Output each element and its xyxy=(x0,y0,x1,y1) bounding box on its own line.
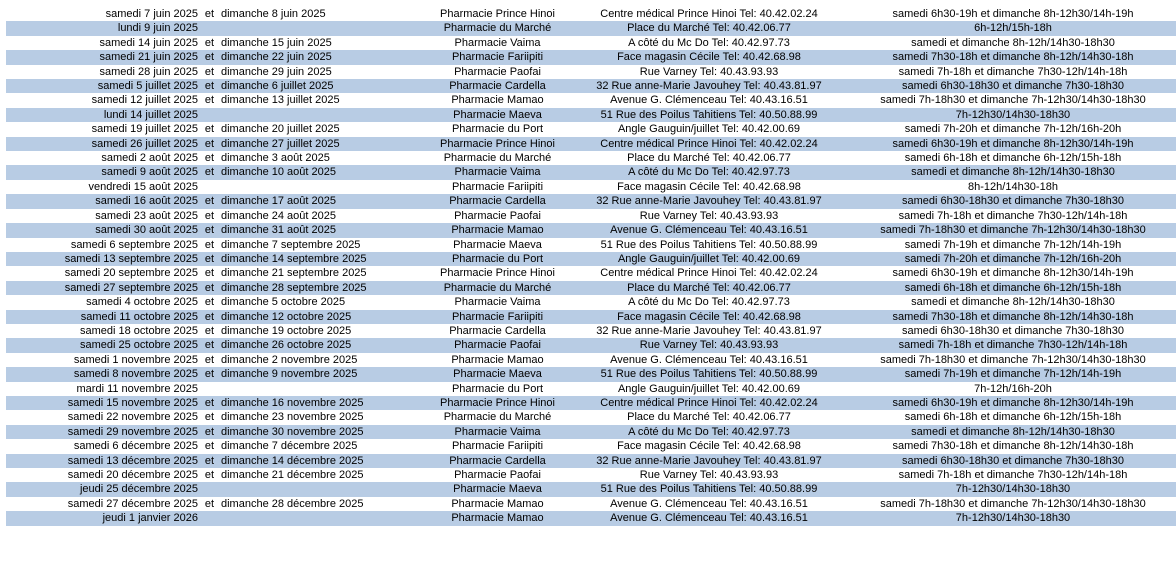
pharmacy-address-phone: A côté du Mc Do Tel: 40.42.97.73 xyxy=(572,165,846,179)
table-row xyxy=(6,151,1176,165)
duty-date-start: samedi 12 juillet 2025 xyxy=(91,94,198,107)
pharmacy-name: Pharmacie Maeva xyxy=(423,108,572,122)
duty-date-end xyxy=(219,180,423,194)
date-separator: et xyxy=(204,238,215,251)
opening-hours: samedi 6h30-19h et dimanche 8h-12h30/14h-19h xyxy=(892,267,1134,280)
table-row xyxy=(6,65,1176,79)
duty-date-start: samedi 8 novembre 2025 xyxy=(6,367,200,381)
duty-date-end: dimanche 10 août 2025 xyxy=(219,165,423,179)
pharmacy-name: Pharmacie du Marché xyxy=(423,21,572,35)
table-row xyxy=(6,165,1176,179)
opening-hours: samedi 6h-18h et dimanche 6h-12h/15h-18h xyxy=(904,411,1122,424)
date-separator: et xyxy=(204,94,215,107)
date-separator: et xyxy=(200,137,219,151)
table-row xyxy=(6,324,1176,338)
opening-hours: samedi 6h30-18h30 et dimanche 7h30-18h30 xyxy=(846,194,1176,208)
opening-hours: 8h-12h/14h30-18h xyxy=(968,180,1058,193)
date-separator: et xyxy=(204,469,215,481)
duty-date-start: samedi 13 décembre 2025 xyxy=(6,454,200,468)
duty-date-start: samedi 20 septembre 2025 xyxy=(64,267,198,280)
duty-date-end: dimanche 13 juillet 2025 xyxy=(221,94,340,107)
pharmacy-name: Pharmacie Vaima xyxy=(423,165,572,179)
duty-date-end: dimanche 26 octobre 2025 xyxy=(219,338,423,352)
date-separator: et xyxy=(204,440,215,453)
pharmacy-address-phone: Avenue G. Clémenceau Tel: 40.43.16.51 xyxy=(610,94,808,107)
date-separator: et xyxy=(200,338,219,352)
pharmacy-address-phone: Angle Gauguin/juillet Tel: 40.42.00.69 xyxy=(617,382,801,395)
pharmacy-address-phone: Avenue G. Clémenceau Tel: 40.43.16.51 xyxy=(610,353,808,366)
table-row xyxy=(6,137,1176,151)
table-row xyxy=(6,497,1176,511)
date-separator: et xyxy=(204,65,215,78)
pharmacy-address-phone: A côté du Mc Do Tel: 40.42.97.73 xyxy=(628,36,790,49)
duty-date-start: samedi 23 août 2025 xyxy=(95,209,198,222)
pharmacy-address-phone: Face magasin Cécile Tel: 40.42.68.98 xyxy=(572,50,846,64)
pharmacy-name: Pharmacie Paofai xyxy=(454,209,541,222)
duty-date-start: samedi 4 octobre 2025 xyxy=(86,296,198,309)
table-row xyxy=(6,353,1176,367)
pharmacy-address-phone: Face magasin Cécile Tel: 40.42.68.98 xyxy=(617,180,801,193)
duty-date-start: vendredi 15 août 2025 xyxy=(88,180,198,193)
date-separator: et xyxy=(200,367,219,381)
duty-date-start: samedi 19 juillet 2025 xyxy=(91,123,198,136)
table-row xyxy=(6,396,1176,410)
duty-date-end xyxy=(219,482,423,496)
duty-date-start: samedi 28 juin 2025 xyxy=(99,65,198,78)
opening-hours: samedi 6h30-19h et dimanche 8h-12h30/14h-19h xyxy=(892,8,1134,20)
pharmacy-name: Pharmacie du Port xyxy=(423,252,572,266)
table-row xyxy=(6,93,1176,107)
date-separator: et xyxy=(204,123,215,136)
pharmacy-address-phone: Angle Gauguin/juillet Tel: 40.42.00.69 xyxy=(617,123,801,136)
pharmacy-address-phone: 32 Rue anne-Marie Javouhey Tel: 40.43.81.97 xyxy=(572,79,846,93)
opening-hours: samedi 6h30-19h et dimanche 8h-12h30/14h-19h xyxy=(846,137,1176,151)
date-separator: et xyxy=(200,425,219,439)
table-row xyxy=(6,252,1176,266)
duty-date-end: dimanche 21 septembre 2025 xyxy=(221,267,367,280)
pharmacy-name: Pharmacie Prince Hinoi xyxy=(440,8,555,20)
duty-date-start: lundi 9 juin 2025 xyxy=(6,21,200,35)
date-separator: et xyxy=(204,411,215,424)
opening-hours: 6h-12h/15h-18h xyxy=(846,21,1176,35)
pharmacy-name: Pharmacie Vaima xyxy=(454,36,541,49)
duty-date-start: samedi 9 août 2025 xyxy=(6,165,200,179)
duty-date-start: samedi 13 septembre 2025 xyxy=(6,252,200,266)
opening-hours: samedi 7h-19h et dimanche 7h-12h/14h-19h xyxy=(904,238,1122,251)
date-separator: et xyxy=(204,152,215,165)
duty-date-start: jeudi 1 janvier 2026 xyxy=(6,511,200,525)
date-separator: et xyxy=(200,281,219,295)
pharmacy-name: Pharmacie du Port xyxy=(451,382,544,395)
pharmacy-address-phone: 51 Rue des Poilus Tahitiens Tel: 40.50.88.99 xyxy=(572,367,846,381)
date-separator: et xyxy=(204,296,215,309)
opening-hours: samedi 6h-18h et dimanche 6h-12h/15h-18h xyxy=(846,281,1176,295)
duty-date-start: mardi 11 novembre 2025 xyxy=(76,382,198,395)
duty-date-start: samedi 6 septembre 2025 xyxy=(70,238,198,251)
pharmacy-address-phone: Face magasin Cécile Tel: 40.42.68.98 xyxy=(617,440,801,453)
duty-date-end: dimanche 7 décembre 2025 xyxy=(221,440,358,453)
duty-date-end: dimanche 19 octobre 2025 xyxy=(221,324,352,337)
duty-date-start: samedi 22 novembre 2025 xyxy=(67,411,198,424)
table-row xyxy=(6,209,1176,223)
date-separator xyxy=(200,511,219,525)
pharmacy-address-phone: Centre médical Prince Hinoi Tel: 40.42.02.24 xyxy=(600,267,818,280)
table-row xyxy=(6,194,1176,208)
date-separator: et xyxy=(204,324,215,337)
pharmacy-address-phone: 51 Rue des Poilus Tahitiens Tel: 40.50.88.99 xyxy=(600,238,818,251)
pharmacy-address-phone: Place du Marché Tel: 40.42.06.77 xyxy=(572,21,846,35)
pharmacy-address-phone: A côté du Mc Do Tel: 40.42.97.73 xyxy=(628,296,790,309)
duty-date-start: jeudi 25 décembre 2025 xyxy=(6,482,200,496)
duty-date-end: dimanche 28 septembre 2025 xyxy=(219,281,423,295)
table-row xyxy=(6,180,1176,194)
date-separator: et xyxy=(204,8,215,20)
duty-date-start: samedi 11 octobre 2025 xyxy=(6,310,200,324)
opening-hours: samedi 7h-18h et dimanche 7h30-12h/14h-18h xyxy=(898,469,1128,481)
pharmacy-name: Pharmacie Prince Hinoi xyxy=(423,396,572,410)
duty-date-end: dimanche 7 septembre 2025 xyxy=(221,238,361,251)
opening-hours: samedi 6h-18h et dimanche 6h-12h/15h-18h xyxy=(904,152,1122,165)
date-separator: et xyxy=(204,497,215,510)
date-separator xyxy=(200,482,219,496)
table-row xyxy=(6,21,1176,35)
table-row xyxy=(6,410,1176,424)
opening-hours: samedi 6h30-18h30 et dimanche 7h30-18h30 xyxy=(846,454,1176,468)
duty-date-end: dimanche 23 novembre 2025 xyxy=(221,411,364,424)
table-row xyxy=(6,281,1176,295)
duty-date-end xyxy=(219,511,423,525)
date-separator xyxy=(200,108,219,122)
duty-date-end: dimanche 27 juillet 2025 xyxy=(219,137,423,151)
opening-hours: samedi 7h30-18h et dimanche 8h-12h/14h30-18h xyxy=(846,50,1176,64)
opening-hours: samedi 7h-20h et dimanche 7h-12h/16h-20h xyxy=(846,252,1176,266)
duty-date-end: dimanche 6 juillet 2025 xyxy=(219,79,423,93)
duty-date-start: samedi 26 juillet 2025 xyxy=(6,137,200,151)
pharmacy-name: Pharmacie Mamao xyxy=(451,497,544,510)
pharmacy-name: Pharmacie Maeva xyxy=(423,367,572,381)
duty-date-end: dimanche 15 juin 2025 xyxy=(221,36,332,49)
opening-hours: 7h-12h/16h-20h xyxy=(974,382,1052,395)
pharmacy-name: Pharmacie Cardella xyxy=(449,324,546,337)
pharmacy-address-phone: 51 Rue des Poilus Tahitiens Tel: 40.50.88.99 xyxy=(572,108,846,122)
pharmacy-address-phone: Face magasin Cécile Tel: 40.42.68.98 xyxy=(572,310,846,324)
date-separator: et xyxy=(200,50,219,64)
table-row xyxy=(6,238,1176,252)
duty-date-start: samedi 25 octobre 2025 xyxy=(6,338,200,352)
table-row xyxy=(6,310,1176,324)
duty-date-end: dimanche 14 septembre 2025 xyxy=(219,252,423,266)
opening-hours: samedi 7h30-18h et dimanche 8h-12h/14h30-18h xyxy=(892,440,1134,453)
pharmacy-name: Pharmacie Mamao xyxy=(423,511,572,525)
table-row xyxy=(6,36,1176,50)
opening-hours: samedi 7h-18h30 et dimanche 7h-12h30/14h30-18h30 xyxy=(846,223,1176,237)
duty-date-start: samedi 27 décembre 2025 xyxy=(67,497,198,510)
opening-hours: samedi 7h-18h30 et dimanche 7h-12h30/14h30-18h30 xyxy=(880,94,1146,107)
pharmacy-name: Pharmacie du Marché xyxy=(443,152,552,165)
pharmacy-name: Pharmacie Vaima xyxy=(454,296,541,309)
opening-hours: samedi 7h-18h30 et dimanche 7h-12h30/14h30-18h30 xyxy=(880,497,1146,510)
table-row xyxy=(6,439,1176,453)
date-separator: et xyxy=(200,454,219,468)
opening-hours: samedi et dimanche 8h-12h/14h30-18h30 xyxy=(911,296,1115,309)
duty-date-end: dimanche 17 août 2025 xyxy=(219,194,423,208)
opening-hours: 7h-12h30/14h30-18h30 xyxy=(846,482,1176,496)
table-row xyxy=(6,468,1176,482)
table-row xyxy=(6,511,1176,525)
duty-date-start: samedi 6 décembre 2025 xyxy=(73,440,198,453)
duty-date-start: samedi 29 novembre 2025 xyxy=(6,425,200,439)
duty-date-start: samedi 2 août 2025 xyxy=(101,152,198,165)
pharmacy-address-phone: Avenue G. Clémenceau Tel: 40.43.16.51 xyxy=(572,511,846,525)
pharmacy-address-phone: Rue Varney Tel: 40.43.93.93 xyxy=(639,469,779,481)
schedule-table-body xyxy=(6,7,1176,526)
pharmacy-name: Pharmacie Mamao xyxy=(423,223,572,237)
duty-date-end: dimanche 20 juillet 2025 xyxy=(221,123,340,136)
opening-hours: samedi 7h-19h et dimanche 7h-12h/14h-19h xyxy=(846,367,1176,381)
duty-date-start: samedi 30 août 2025 xyxy=(6,223,200,237)
opening-hours: samedi 7h30-18h et dimanche 8h-12h/14h30-18h xyxy=(846,310,1176,324)
duty-date-start: samedi 5 juillet 2025 xyxy=(6,79,200,93)
table-row xyxy=(6,7,1176,21)
opening-hours: samedi et dimanche 8h-12h/14h30-18h30 xyxy=(846,165,1176,179)
duty-date-end: dimanche 24 août 2025 xyxy=(221,209,336,222)
duty-date-end: dimanche 31 août 2025 xyxy=(219,223,423,237)
opening-hours: samedi et dimanche 8h-12h/14h30-18h30 xyxy=(911,36,1115,49)
table-row xyxy=(6,482,1176,496)
table-row xyxy=(6,108,1176,122)
duty-date-end: dimanche 5 octobre 2025 xyxy=(221,296,346,309)
opening-hours: samedi 6h30-18h30 et dimanche 7h30-18h30 xyxy=(846,79,1176,93)
pharmacy-name: Pharmacie du Port xyxy=(451,123,544,136)
table-row xyxy=(6,79,1176,93)
date-separator: et xyxy=(200,165,219,179)
duty-date-start: samedi 1 novembre 2025 xyxy=(73,353,198,366)
pharmacy-name: Pharmacie Prince Hinoi xyxy=(440,267,555,280)
pharmacy-name: Pharmacie Fariipiti xyxy=(423,310,572,324)
pharmacy-name: Pharmacie Cardella xyxy=(423,194,572,208)
pharmacy-address-phone: Rue Varney Tel: 40.43.93.93 xyxy=(572,338,846,352)
duty-date-end: dimanche 9 novembre 2025 xyxy=(219,367,423,381)
duty-date-end: dimanche 16 novembre 2025 xyxy=(219,396,423,410)
duty-date-end: dimanche 28 décembre 2025 xyxy=(221,497,364,510)
table-row xyxy=(6,50,1176,64)
duty-date-end xyxy=(219,108,423,122)
table-row xyxy=(6,367,1176,381)
duty-date-end: dimanche 14 décembre 2025 xyxy=(219,454,423,468)
pharmacy-name: Pharmacie Paofai xyxy=(423,338,572,352)
opening-hours: samedi 7h-18h et dimanche 7h30-12h/14h-18h xyxy=(898,65,1128,78)
pharmacy-name: Pharmacie Maeva xyxy=(423,482,572,496)
opening-hours: 7h-12h30/14h30-18h30 xyxy=(846,108,1176,122)
pharmacy-name: Pharmacie Cardella xyxy=(423,79,572,93)
pharmacy-name: Pharmacie Fariipiti xyxy=(451,440,544,453)
pharmacy-address-phone: 51 Rue des Poilus Tahitiens Tel: 40.50.88.99 xyxy=(572,482,846,496)
date-separator: et xyxy=(200,223,219,237)
opening-hours: samedi 7h-18h30 et dimanche 7h-12h30/14h30-18h30 xyxy=(880,353,1146,366)
pharmacy-name: Pharmacie Fariipiti xyxy=(451,180,544,193)
pharmacy-address-phone: Centre médical Prince Hinoi Tel: 40.42.02.24 xyxy=(572,137,846,151)
table-row xyxy=(6,223,1176,237)
date-separator: et xyxy=(204,267,215,280)
pharmacy-name: Pharmacie Mamao xyxy=(451,94,544,107)
pharmacy-address-phone: Angle Gauguin/juillet Tel: 40.42.00.69 xyxy=(572,252,846,266)
opening-hours: samedi 7h-18h et dimanche 7h30-12h/14h-18h xyxy=(898,209,1128,222)
pharmacy-address-phone: Centre médical Prince Hinoi Tel: 40.42.02.24 xyxy=(600,8,818,20)
date-separator: et xyxy=(200,194,219,208)
pharmacy-address-phone: Avenue G. Clémenceau Tel: 40.43.16.51 xyxy=(572,223,846,237)
pharmacy-name: Pharmacie Maeva xyxy=(453,238,542,251)
pharmacy-address-phone: Place du Marché Tel: 40.42.06.77 xyxy=(627,411,791,424)
pharmacy-address-phone: Place du Marché Tel: 40.42.06.77 xyxy=(627,152,791,165)
date-separator xyxy=(200,382,219,396)
duty-date-end: dimanche 3 août 2025 xyxy=(221,152,330,165)
opening-hours: samedi 7h-20h et dimanche 7h-12h/16h-20h xyxy=(904,123,1122,136)
pharmacy-address-phone: A côté du Mc Do Tel: 40.42.97.73 xyxy=(572,425,846,439)
table-row xyxy=(6,295,1176,309)
pharmacy-name: Pharmacie Paofai xyxy=(454,469,541,481)
pharmacy-address-phone: 32 Rue anne-Marie Javouhey Tel: 40.43.81.97 xyxy=(596,324,822,337)
date-separator: et xyxy=(200,79,219,93)
opening-hours: samedi 7h-18h et dimanche 7h30-12h/14h-18h xyxy=(846,338,1176,352)
pharmacy-address-phone: 32 Rue anne-Marie Javouhey Tel: 40.43.81.97 xyxy=(572,454,846,468)
pharmacy-address-phone: Centre médical Prince Hinoi Tel: 40.42.02.24 xyxy=(572,396,846,410)
pharmacy-address-phone: Avenue G. Clémenceau Tel: 40.43.16.51 xyxy=(610,497,808,510)
date-separator xyxy=(200,21,219,35)
date-separator: et xyxy=(200,310,219,324)
duty-date-start: samedi 7 juin 2025 xyxy=(105,8,198,20)
table-row xyxy=(6,382,1176,396)
date-separator: et xyxy=(200,252,219,266)
table-row xyxy=(6,454,1176,468)
pharmacy-name: Pharmacie Paofai xyxy=(454,65,541,78)
date-separator: et xyxy=(204,36,215,49)
date-separator: et xyxy=(204,209,215,222)
duty-date-end: dimanche 29 juin 2025 xyxy=(221,65,332,78)
opening-hours: samedi 6h30-19h et dimanche 8h-12h30/14h-19h xyxy=(846,396,1176,410)
pharmacy-address-phone: Rue Varney Tel: 40.43.93.93 xyxy=(639,65,779,78)
pharmacy-name: Pharmacie Prince Hinoi xyxy=(423,137,572,151)
pharmacy-name: Pharmacie Fariipiti xyxy=(423,50,572,64)
table-row xyxy=(6,338,1176,352)
duty-date-end: dimanche 8 juin 2025 xyxy=(221,8,326,20)
duty-date-end: dimanche 12 octobre 2025 xyxy=(219,310,423,324)
pharmacy-address-phone: Rue Varney Tel: 40.43.93.93 xyxy=(639,209,779,222)
duty-date-start: samedi 16 août 2025 xyxy=(6,194,200,208)
duty-date-end xyxy=(219,382,423,396)
table-row xyxy=(6,266,1176,280)
pharmacy-name: Pharmacie Mamao xyxy=(451,353,544,366)
pharmacy-name: Pharmacie Vaima xyxy=(423,425,572,439)
duty-date-end: dimanche 2 novembre 2025 xyxy=(221,353,358,366)
duty-date-end: dimanche 22 juin 2025 xyxy=(219,50,423,64)
opening-hours: 7h-12h30/14h30-18h30 xyxy=(846,511,1176,525)
duty-date-start: samedi 20 décembre 2025 xyxy=(67,469,198,481)
pharmacy-name: Pharmacie du Marché xyxy=(423,281,572,295)
date-separator xyxy=(200,180,219,194)
duty-date-end: dimanche 30 novembre 2025 xyxy=(219,425,423,439)
date-separator: et xyxy=(200,396,219,410)
date-separator: et xyxy=(204,353,215,366)
duty-date-end: dimanche 21 décembre 2025 xyxy=(221,469,364,481)
table-row xyxy=(6,122,1176,136)
table-row xyxy=(6,425,1176,439)
duty-date-start: samedi 21 juin 2025 xyxy=(6,50,200,64)
duty-date-start: samedi 14 juin 2025 xyxy=(99,36,198,49)
pharmacy-name: Pharmacie Cardella xyxy=(423,454,572,468)
opening-hours: samedi 6h30-18h30 et dimanche 7h30-18h30 xyxy=(902,324,1124,337)
duty-date-start: samedi 15 novembre 2025 xyxy=(6,396,200,410)
pharmacy-address-phone: Place du Marché Tel: 40.42.06.77 xyxy=(572,281,846,295)
pharmacy-name: Pharmacie du Marché xyxy=(443,411,552,424)
duty-date-start: lundi 14 juillet 2025 xyxy=(6,108,200,122)
duty-date-start: samedi 18 octobre 2025 xyxy=(79,324,198,337)
pharmacy-address-phone: 32 Rue anne-Marie Javouhey Tel: 40.43.81.97 xyxy=(572,194,846,208)
duty-date-start: samedi 27 septembre 2025 xyxy=(6,281,200,295)
duty-date-end xyxy=(219,21,423,35)
pharmacy-duty-schedule-table xyxy=(6,7,1176,526)
opening-hours: samedi et dimanche 8h-12h/14h30-18h30 xyxy=(846,425,1176,439)
